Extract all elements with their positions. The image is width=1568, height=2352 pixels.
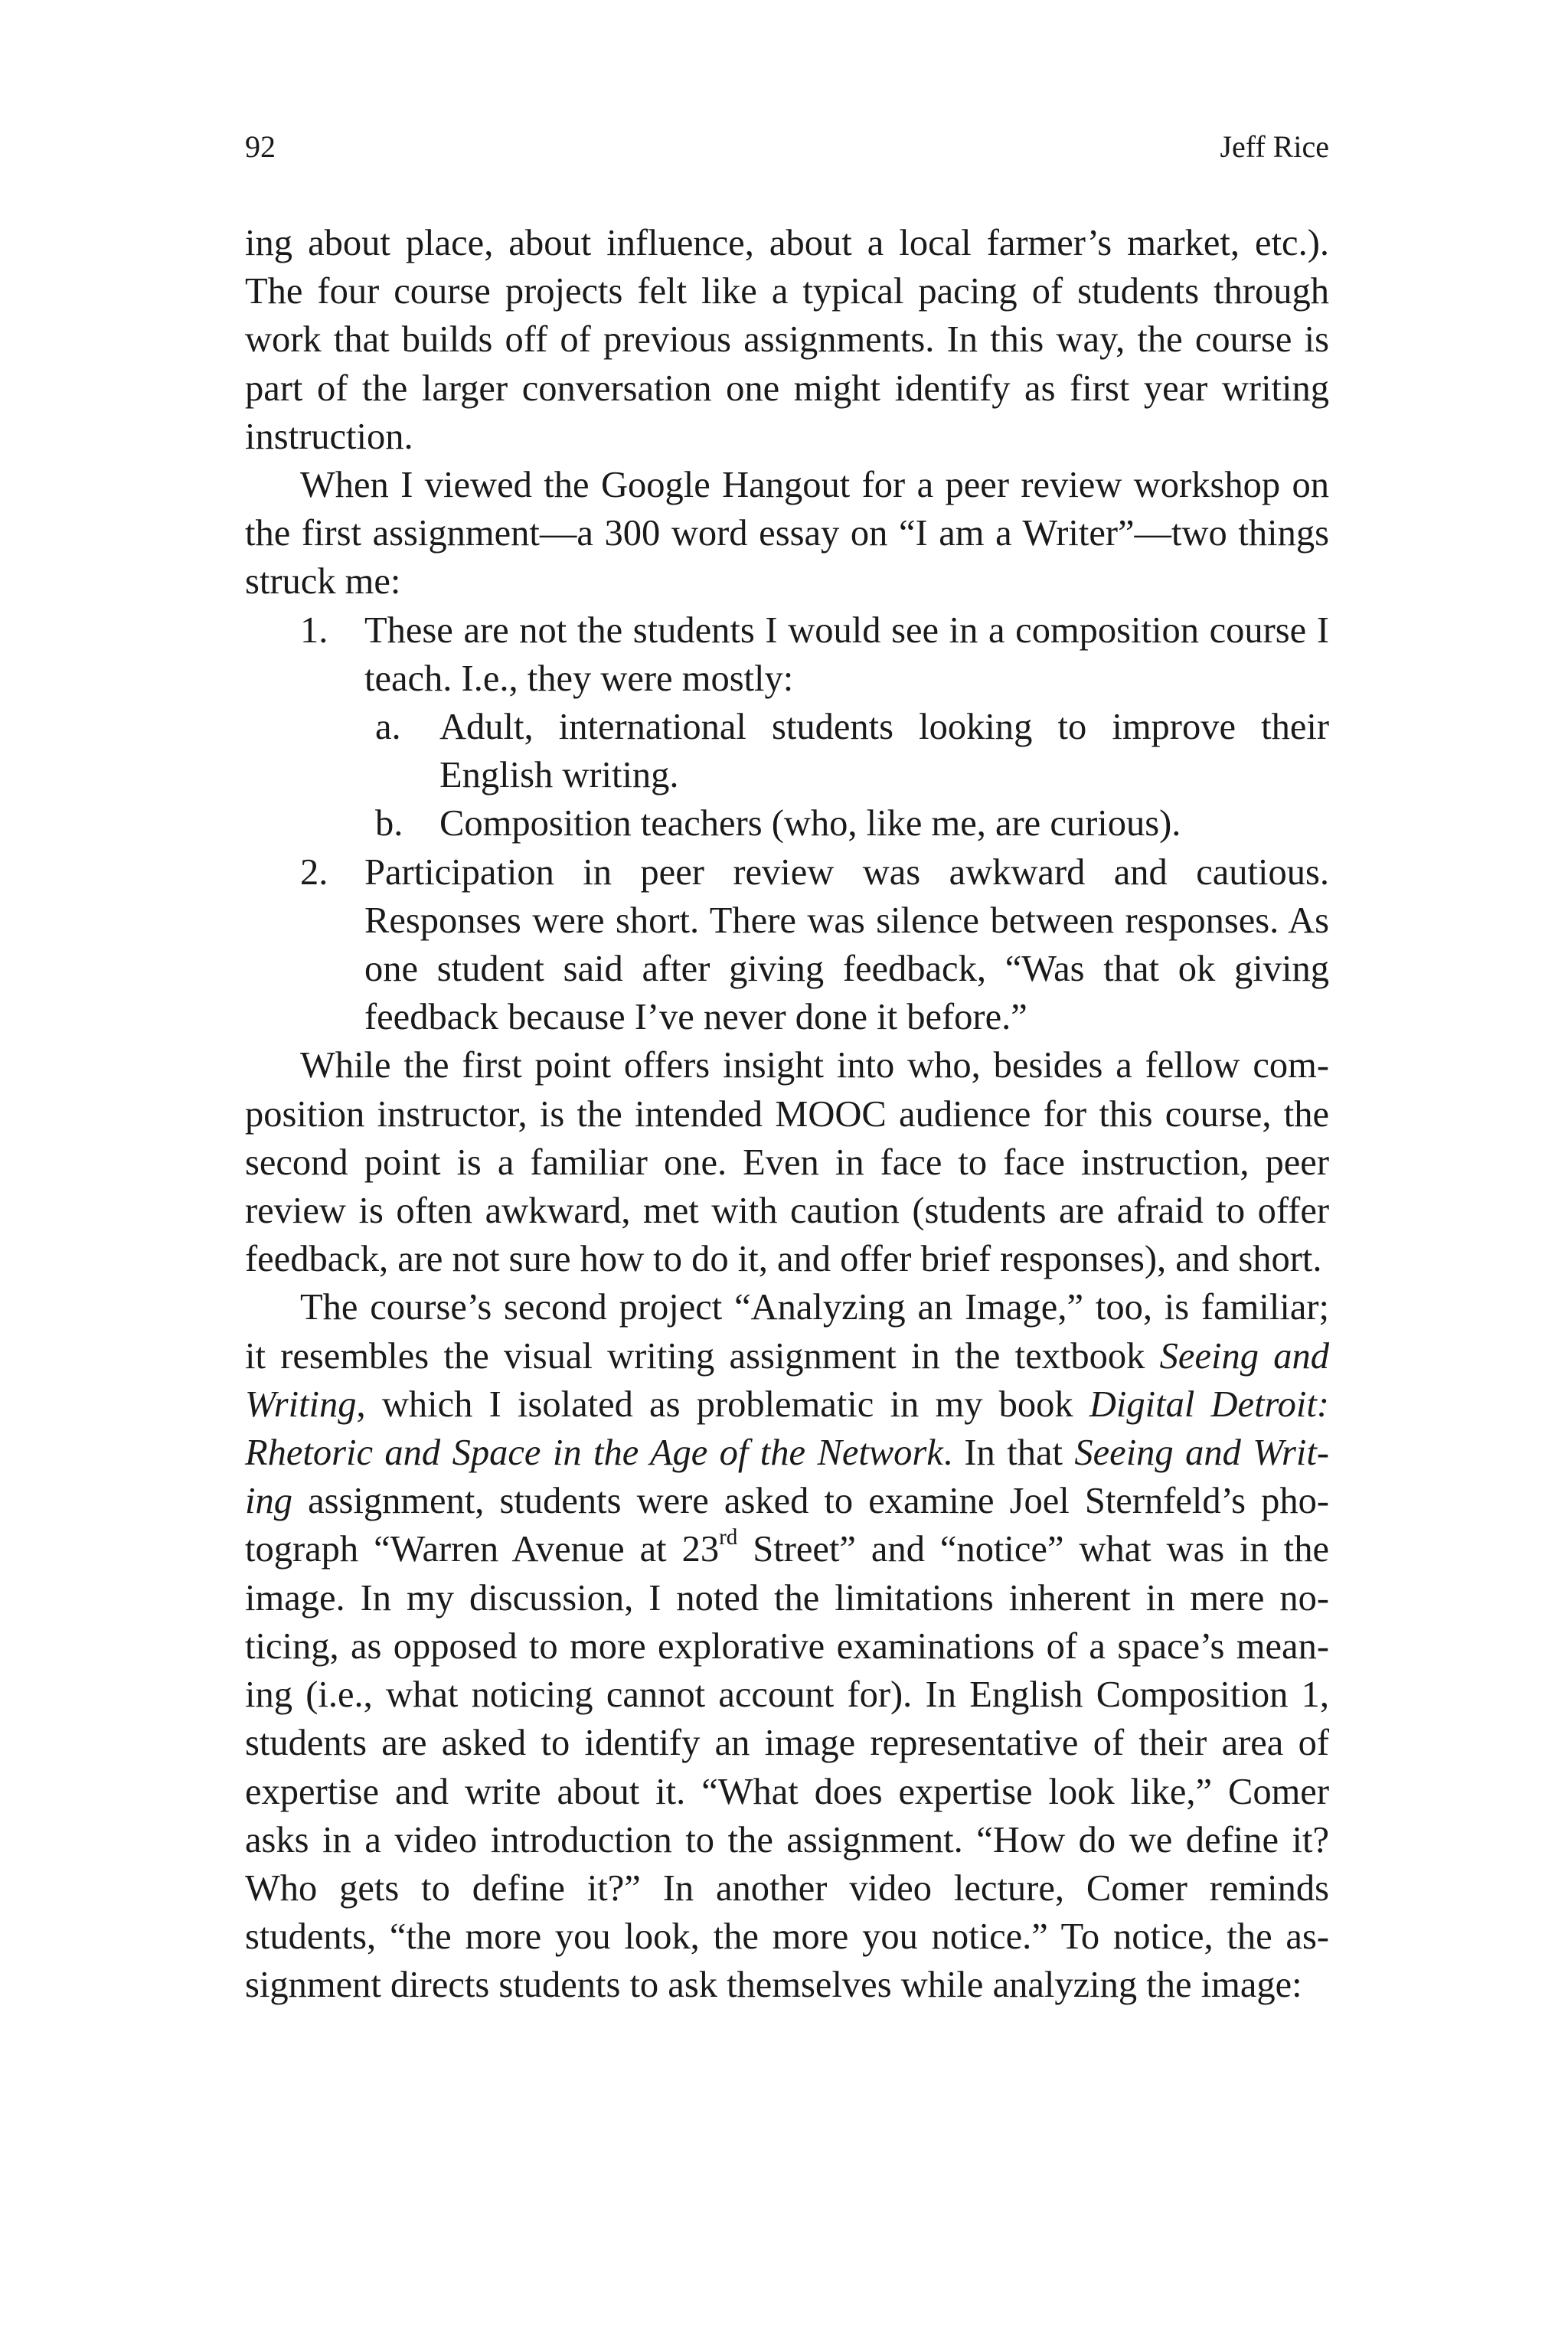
body-text <box>245 219 1329 2010</box>
list-item-text: These are not the students I would see in a composition course I teach. I.e., they were mostly: <box>364 609 1329 699</box>
paragraph-second-project <box>245 1283 1329 2009</box>
text-run: , which I isolated as problematic in my book <box>356 1383 1089 1425</box>
ordinal-superscript: rd <box>719 1525 738 1550</box>
sub-list-item-b <box>364 799 1329 848</box>
text-run: assignment, students were asked to examine Joel Sternfeld’s photograph “Warren Avenue at 23 <box>245 1481 1329 1570</box>
running-head-author: Jeff Rice <box>1220 129 1329 164</box>
book-title-digital-detroit: Digital Detroit: Rhetoric and Space in the Age of the Network <box>245 1383 1329 1474</box>
sub-list-marker: b. <box>375 803 403 844</box>
list-marker: 1. <box>300 609 328 651</box>
text-run: Street” and “notice” what was in the image. In my discussion, I noted the limitations inherent in mere noticing, as opposed to more explorative examinations of a space’s meaning (i.e., what noticing cannot account for). In English Composition 1, students are asked to identify an image representative of their area of expertise and write about it. “What does expertise look like,” Comer asks in a video introduction to the assignment. “How do we define it? Who gets to define it?” In another video lecture, Comer reminds students, “the more you look, the more you notice.” To notice, the assignment directs students to ask themselves while analyzing the image: <box>245 1529 1330 2006</box>
book-title-seeing-and-writing: Seeing and Writing <box>245 1335 1329 1425</box>
sub-list-item-text: Adult, international students looking to improve their English writing. <box>439 707 1329 796</box>
text-run: . In that <box>942 1432 1075 1474</box>
list-marker: 2. <box>300 851 328 893</box>
paragraph-hangout: When I viewed the Google Hangout for a peer review workshop on the first assignment—a 300 word essay on “I am a Writer”—two things struck me: <box>245 465 1329 603</box>
running-head <box>245 124 1329 170</box>
list-item-2 <box>245 848 1329 1042</box>
paragraph-first-point: While the first point offers insight into who, besides a fellow composition instructor, is the intended MOOC audience for this course, the second point is a familiar one. Even in face to face instruction, peer review is often awkward, met with caution (students are afraid to offer feedback, are not sure how to do it, and offer brief responses), and short. <box>245 1045 1329 1280</box>
paragraph-continued: ing about place, about influence, about a local farmer’s market, etc.). The four course projects felt like a typical pacing of students through work that builds off of previous assignments. In this way, the course is part of the larger conversation one might identify as first year writing instruction. <box>245 223 1329 457</box>
sub-list <box>364 703 1329 848</box>
page-number: 92 <box>245 129 276 164</box>
text-run: The course’s second project “Analyzing an Image,” too, is familiar; it resembles the visual writing assignment in the textbook <box>245 1287 1329 1377</box>
list-item-text: Participation in peer review was awkward and cautious. Responses were short. There was silence between responses. As one student said after giving feedback, “Was that ok giving feedback because I’ve never done it before.” <box>364 851 1329 1038</box>
sub-list-item-a <box>364 703 1329 799</box>
list-item-1 <box>245 606 1329 848</box>
book-title-seeing-and-writing: Seeing and Writing <box>245 1432 1329 1522</box>
numbered-list <box>245 606 1329 1042</box>
sub-list-item-text: Composition teachers (who, like me, are curious). <box>439 803 1181 844</box>
sub-list-marker: a. <box>375 707 401 748</box>
